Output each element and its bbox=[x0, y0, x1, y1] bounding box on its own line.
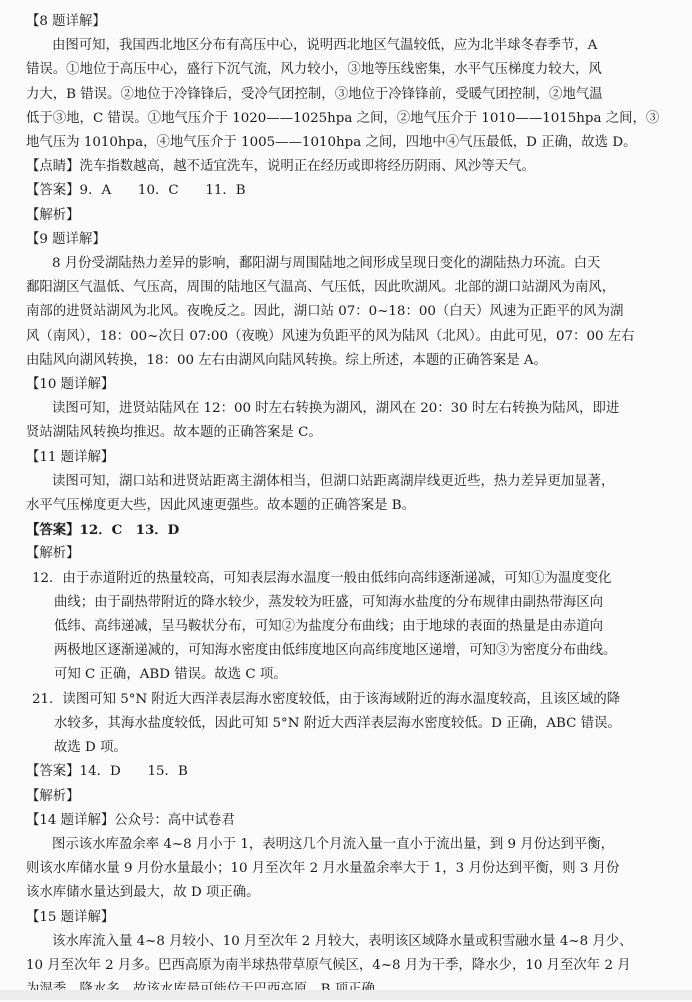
q9-text-line: 由陆风向湖风转换，18：00 左右由湖风向陆风转换。综上所述，本题的正确答案是 A。 bbox=[26, 352, 547, 368]
q8-text-line: 由图可知，我国西北地区分布有高压中心，说明西北地区气温较低，应为北半球冬春季节，A bbox=[52, 38, 598, 54]
analysis-heading: 【解析】 bbox=[26, 788, 80, 804]
q8-text-line: 错误。①地位于高压中心，盛行下沉气流，风力较小，③地等压线密集，水平气压梯度力较大，风 bbox=[26, 62, 602, 78]
q14-text-line: 则该水库储水量 9 月份水量最小；10 月至次年 2 月水量盈余率大于 1，3 月份达到平衡，则 3 月份 bbox=[26, 861, 620, 877]
q8-text-line: 低于③地，C 错误。①地气压介于 1020——1025hpa 之间，②地气压介于 1010——1015hpa 之间，③ bbox=[26, 110, 660, 126]
tip-line: 【点睛】洗车指数越高，越不适宜洗车，说明正在经历或即将经历阴雨、风沙等天气。 bbox=[26, 159, 535, 175]
q14-heading: 【14 题详解】公众号：高中试卷君 bbox=[26, 812, 235, 828]
q12-text-line: 两极地区逐渐递减的，可知海水密度由低纬度地区向高纬度地区递增，可知③为密度分布曲线。 bbox=[54, 643, 617, 659]
q9-text-line: 风（南风），18：00~次日 07:00（夜晚）风速为负距平的风为陆风（北风）。由此可见，07：00 左右 bbox=[26, 328, 635, 344]
q21-text-line: 21．读图可知 5°N 附近大西洋表层海水密度较低，由于该海域附近的海水温度较高，且该区域的降 bbox=[32, 691, 621, 707]
q9-text-line: 南部的进贤站湖风为北风。夜晚反之。因此，湖口站 07：0~18：00（白天）风速为正距平的风为湖 bbox=[26, 304, 624, 320]
q15-heading: 【15 题详解】 bbox=[26, 909, 115, 925]
answer-line: 【答案】14．D 15．B bbox=[26, 764, 188, 780]
q15-text-line: 10 月至次年 2 月多。巴西高原为南半球热带草原气候区，4~8 月为干季，降水少，10 月至次年 2 月 bbox=[26, 957, 631, 973]
q12-text-line: 可知 C 正确，ABD 错误。故选 C 项。 bbox=[54, 667, 287, 683]
q9-text-line: 8 月份受湖陆热力差异的影响，鄱阳湖与周围陆地之间形成呈现日变化的湖陆热力环流。白天 bbox=[52, 256, 601, 272]
q12-text-line: 12．由于赤道附近的热量较高，可知表层海水温度一般由低纬向高纬逐渐递减，可知①为温度变化 bbox=[32, 570, 612, 586]
q8-heading: 【8 题详解】 bbox=[26, 14, 106, 29]
q10-text-line: 贤站湖陆风转换均推迟。故本题的正确答案是 C。 bbox=[26, 425, 322, 441]
q14-text-line: 图示该水库盈余率 4~8 月小于 1，表明这几个月流入量一直小于流出量，到 9 月份达到平衡， bbox=[52, 836, 615, 852]
q12-text-line: 曲线；由于副热带附近的降水较少，蒸发较为旺盛，可知海水盐度的分布规律由副热带海区向 bbox=[54, 594, 604, 610]
q10-heading: 【10 题详解】 bbox=[26, 377, 115, 393]
answer-line: 【答案】9．A 10．C 11．B bbox=[26, 183, 246, 199]
q21-text-line: 故选 D 项。 bbox=[54, 740, 127, 756]
q9-heading: 【9 题详解】 bbox=[26, 231, 106, 247]
q21-text-line: 水较多，其海水盐度较低，因此可知 5°N 附近大西洋表层海水密度较低。D 正确，ABC 错误。 bbox=[54, 715, 621, 731]
q14-text-line: 该水库储水量达到最大，故 D 项正确。 bbox=[26, 885, 260, 901]
q11-text-line: 水平气压梯度更大些，因此风速更强些。故本题的正确答案是 B。 bbox=[26, 498, 416, 514]
page-bottom-edge bbox=[0, 990, 692, 1000]
q9-text-line: 鄱阳湖区气温低、气压高，周围的陆地区气温高、气压低，因此吹湖风。北部的湖口站湖风为南风， bbox=[26, 280, 616, 296]
analysis-heading: 【解析】 bbox=[26, 546, 80, 562]
q8-text-line: 力大，B 错误。②地位于冷锋锋后，受冷气团控制，③地位于冷锋锋前，受暖气团控制，②地气温 bbox=[26, 86, 603, 102]
analysis-heading: 【解析】 bbox=[26, 207, 80, 223]
q8-text-line: 地气压为 1010hpa，④地气压介于 1005——1010hpa 之间，四地中④气压最低，D 正确，故选 D。 bbox=[26, 135, 637, 151]
q10-text-line: 读图可知，进贤站陆风在 12：00 时左右转换为湖风，湖风在 20：30 时左右转换为陆风，即进 bbox=[52, 401, 620, 417]
q15-text-line: 该水库流入量 4~8 月较小、10 月至次年 2 月较大，表明该区域降水量或积雪融水量 4~8 月少、 bbox=[52, 933, 633, 949]
q11-heading: 【11 题详解】 bbox=[26, 449, 115, 465]
q12-text-line: 低纬、高纬递减，呈马鞍状分布，可知②为盐度分布曲线；由于地球的表面的热量是由赤道向 bbox=[54, 619, 604, 635]
answer-line: 【答案】12．C 13．D bbox=[26, 522, 180, 539]
q11-text-line: 读图可知，湖口站和进贤站距离主湖体相当，但湖口站距离湖岸线更近些，热力差异更加显著， bbox=[52, 473, 615, 489]
